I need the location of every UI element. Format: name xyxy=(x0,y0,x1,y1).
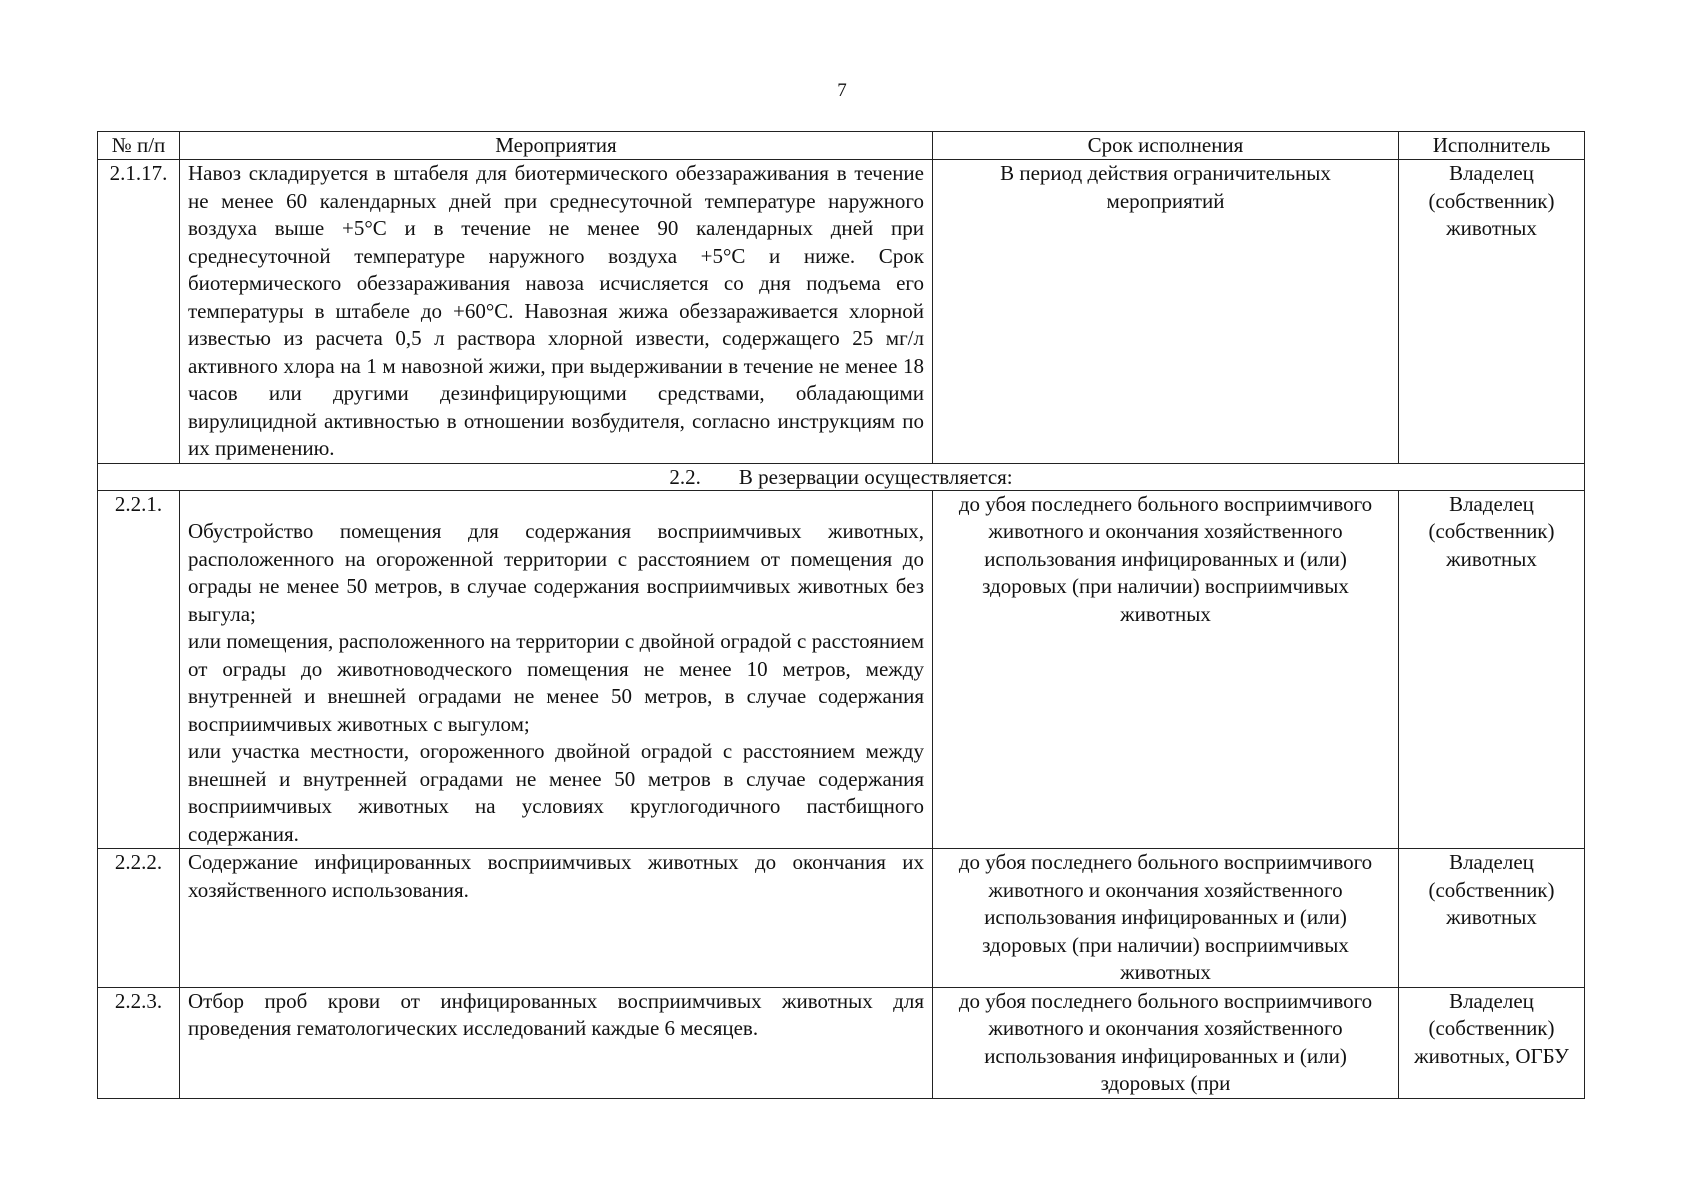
table-row xyxy=(98,490,1585,849)
row-number: 2.2.1. xyxy=(98,490,180,849)
row-number: 2.2.2. xyxy=(98,849,180,988)
row-deadline: до убоя последнего больного восприимчивого животного и окончания хозяйственного использования инфицированных и (или) здоровых (при наличии) восприимчивых животных xyxy=(933,490,1399,849)
blank-line xyxy=(188,491,924,519)
row-number: 2.1.17. xyxy=(98,160,180,464)
measures-table xyxy=(97,131,1585,1099)
row-deadline: до убоя последнего больного восприимчивого животного и окончания хозяйственного использования инфицированных и (или) здоровых (при xyxy=(933,987,1399,1098)
table-row xyxy=(98,987,1585,1098)
header-deadline: Срок исполнения xyxy=(933,132,1399,160)
activity-paragraph: или участка местности, огороженного двойной оградой с расстоянием между внешней и внутренней оградами не менее 50 метров в случае содержания восприимчивых животных на условиях круглогодичного пастбищного содержания. xyxy=(188,739,924,846)
table-header-row xyxy=(98,132,1585,160)
activity-paragraph: Навоз складируется в штабеля для биотермического обеззараживания в течение не менее 60 календарных дней при среднесуточной температуре наружного воздуха выше +5°С и в течение не менее 90 календарных дней при среднесуточной температуре наружного воздуха +5°С и ниже. Срок биотермического обеззараживания навоза исчисляется со дня подъема его температуры в штабеле до +60°С. Навозная жижа обеззараживается хлорной известью из расчета 0,5 л раствора хлорной извести, содержащего 25 мг/л активного хлора на 1 м навозной жижи, при выдерживании в течение не менее 18 часов или другими дезинфицирующими средствами, обладающими вирулицидной активностью в отношении возбудителя, согласно инструкциям по их применению. xyxy=(188,161,924,460)
row-deadline: В период действия ограничительных мероприятий xyxy=(933,160,1399,464)
row-activity xyxy=(180,987,933,1098)
row-executor: Владелец (собственник) животных, ОГБУ xyxy=(1399,987,1585,1098)
row-activity xyxy=(180,160,933,464)
section-number: 2.2. xyxy=(669,464,701,489)
header-executor: Исполнитель xyxy=(1399,132,1585,160)
row-executor: Владелец (собственник) животных xyxy=(1399,849,1585,988)
row-executor: Владелец (собственник) животных xyxy=(1399,160,1585,464)
table-row xyxy=(98,160,1585,464)
table-row xyxy=(98,849,1585,988)
activity-paragraph: Отбор проб крови от инфицированных восприимчивых животных для проведения гематологических исследований каждые 6 месяцев. xyxy=(188,988,924,1040)
row-number: 2.2.3. xyxy=(98,987,180,1098)
section-row xyxy=(98,463,1585,490)
row-executor: Владелец (собственник) животных xyxy=(1399,490,1585,849)
activity-paragraph: Содержание инфицированных восприимчивых животных до окончания их хозяйственного использования. xyxy=(188,850,924,902)
row-deadline: до убоя последнего больного восприимчивого животного и окончания хозяйственного использования инфицированных и (или) здоровых (при наличии) восприимчивых животных xyxy=(933,849,1399,988)
activity-paragraph: Обустройство помещения для содержания восприимчивых животных, расположенного на огороженной территории с расстоянием от помещения до ограды не менее 50 метров, в случае содержания восприимчивых животных без выгула; xyxy=(188,519,924,626)
section-heading xyxy=(98,463,1585,490)
page-number: 7 xyxy=(837,80,847,101)
row-activity xyxy=(180,849,933,988)
header-number: № п/п xyxy=(98,132,180,160)
row-activity xyxy=(180,490,933,849)
section-title: В резервации осуществляется: xyxy=(738,464,1013,489)
header-activities: Мероприятия xyxy=(180,132,933,160)
activity-paragraph: или помещения, расположенного на территории с двойной оградой с расстоянием от ограды до животноводческого помещения не менее 10 метров, между внутренней и внешней оградами не менее 50 метров, в случае содержания восприимчивых животных с выгулом; xyxy=(188,629,924,736)
